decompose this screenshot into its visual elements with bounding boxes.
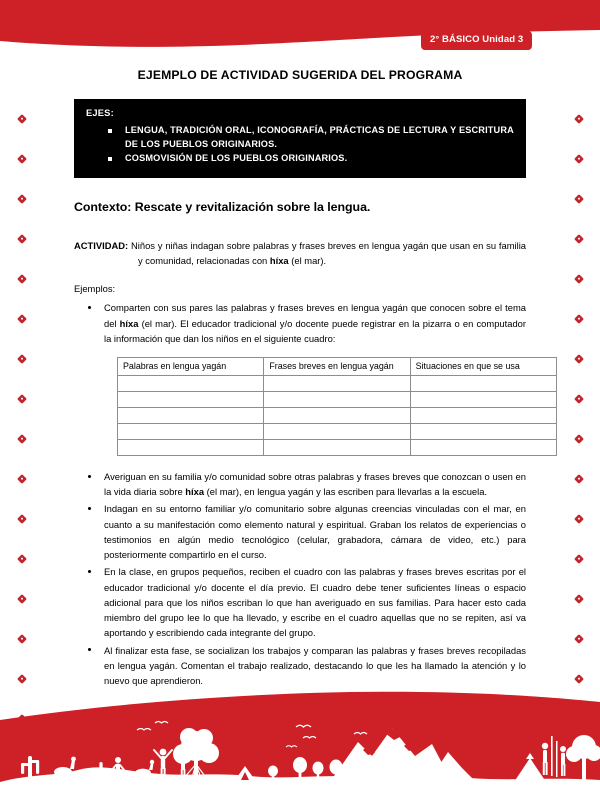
document-content (74, 68, 526, 690)
bullet-4-text: En la clase, en grupos pequeños, reciben el cuadro con las palabras y frases breves escritas por el educador tradicional y/o docente el día previo. El cuadro debe tener suficientes líneas o espacio adicional para que los niños escriban lo que han averiguado en sus familias. Para hacer esto cada miembro del grupo lee lo que ha llevado, y escribe en el cuadro aquellas que no se repiten, así va aportando y escribiendo cada integrante del grupo. (104, 566, 526, 639)
table-head (118, 358, 557, 376)
table-cell[interactable] (264, 408, 410, 424)
ejes-item (108, 152, 514, 166)
diamond-ornament-icon (574, 272, 583, 285)
diamond-ornament-icon (17, 512, 26, 525)
ejes-item-label: LENGUA, TRADICIÓN ORAL, ICONOGRAFÍA, PRÁCTICAS DE LECTURA Y ESCRITURA DE LOS PUEBLOS ORIGINARIOS. (125, 125, 514, 149)
table-cell[interactable] (118, 376, 264, 392)
diamond-ornament-icon (574, 472, 583, 485)
diamond-ornament-icon (17, 112, 26, 125)
table-header-cell: Frases breves en lengua yagán (264, 358, 410, 376)
table-cell[interactable] (118, 440, 264, 456)
bullet-dot-icon (88, 648, 91, 651)
diamond-ornament-icon (574, 632, 583, 645)
table-row (118, 424, 557, 440)
example-bullet-2 (74, 469, 526, 499)
diamond-ornament-icon (17, 272, 26, 285)
examples-bullet-list (74, 300, 526, 688)
activity-text-2: (el mar). (288, 255, 327, 267)
page-title: EJEMPLO DE ACTIVIDAD SUGERIDA DEL PROGRAMA (137, 68, 463, 82)
table-cell[interactable] (410, 376, 556, 392)
example-bullet-3 (74, 501, 526, 562)
table-cell[interactable] (118, 424, 264, 440)
diamond-ornament-icon (574, 672, 583, 685)
left-diamond-rail (13, 112, 31, 722)
bullet-3-text: Indagan en su entorno familiar y/o comunitario sobre algunas creencias vinculadas con el mar, en cuanto a su manifestación como elemento natural y espiritual. Graban los relatos de experiencias o testimonios en algún medio tecnológico (celular, grabadora, cámara de video, etc.) para posteriormente compartirlo en el curso. (104, 503, 526, 561)
bullet-dot-icon (88, 475, 91, 478)
table-cell[interactable] (264, 424, 410, 440)
example-bullet-1 (74, 300, 526, 456)
diamond-ornament-icon (574, 392, 583, 405)
table-header-cell: Palabras en lengua yagán (118, 358, 264, 376)
table-header-cell: Situaciones en que se usa (410, 358, 556, 376)
table-row (118, 376, 557, 392)
diamond-ornament-icon (574, 552, 583, 565)
table-body (118, 376, 557, 456)
diamond-ornament-icon (574, 112, 583, 125)
diamond-ornament-icon (17, 632, 26, 645)
square-bullet-icon (108, 157, 112, 161)
footer-landscape-banner (0, 690, 600, 800)
diamond-ornament-icon (574, 312, 583, 325)
diamond-ornament-icon (17, 552, 26, 565)
table-cell[interactable] (410, 440, 556, 456)
activity-label: ACTIVIDAD: (74, 239, 129, 251)
table-cell[interactable] (264, 440, 410, 456)
bullet-dot-icon (88, 306, 91, 309)
example-bullet-4 (74, 564, 526, 640)
bullet-2-part-2: (el mar), en lengua yagán y las escriben para llevarlas a la escuela. (204, 486, 488, 498)
diamond-ornament-icon (17, 672, 26, 685)
context-heading: Contexto: Rescate y revitalización sobre la lengua. (74, 199, 371, 214)
diamond-ornament-icon (17, 232, 26, 245)
diamond-ornament-icon (574, 432, 583, 445)
table-cell[interactable] (264, 376, 410, 392)
diamond-ornament-icon (17, 352, 26, 365)
table-row (118, 408, 557, 424)
activity-term: híxa (269, 255, 289, 267)
table-cell[interactable] (410, 392, 556, 408)
unit-badge: 2° BÁSICO Unidad 3 (421, 31, 532, 50)
diamond-ornament-icon (17, 392, 26, 405)
ejes-item (108, 124, 514, 151)
activity-text-1: Niños y niñas indagan sobre palabras y frases breves en lengua yagán que usan en su familia y comunidad, relacionadas con (128, 239, 526, 267)
bullet-1-part-1: Comparten con sus pares las palabras y frases breves en lengua yagán que conocen sobre el tema del (104, 302, 526, 329)
top-red-banner (0, 0, 600, 60)
ejes-label: EJES: (86, 108, 114, 118)
bullet-dot-icon (88, 570, 91, 573)
table-row (118, 392, 557, 408)
example-bullet-5 (74, 643, 526, 689)
diamond-ornament-icon (17, 152, 26, 165)
square-bullet-icon (108, 129, 112, 133)
activity-paragraph (74, 238, 526, 268)
bullet-1-part-2: (el mar). El educador tradicional y/o docente puede registrar en la pizarra o en computador la información que dan los niños en el siguiente cuadro: (104, 317, 526, 344)
diamond-ornament-icon (17, 312, 26, 325)
words-table (117, 357, 557, 456)
diamond-ornament-icon (574, 232, 583, 245)
ejes-item-label: COSMOVISIÓN DE LOS PUEBLOS ORIGINARIOS. (125, 153, 348, 164)
diamond-ornament-icon (574, 592, 583, 605)
ejes-list (86, 124, 514, 166)
bullet-dot-icon (88, 507, 91, 510)
right-diamond-rail (570, 112, 588, 722)
table-cell[interactable] (410, 408, 556, 424)
table-cell[interactable] (410, 424, 556, 440)
table-cell[interactable] (264, 392, 410, 408)
table-header-row (118, 358, 557, 376)
diamond-ornament-icon (17, 472, 26, 485)
bullet-5-text: Al finalizar esta fase, se socializan los trabajos y comparan las palabras y frases breves recopiladas en lengua yagán. Comentan el trabajo realizado, destacando lo que les ha llamado la atención y lo nuevo que aprendieron. (104, 644, 526, 687)
diamond-ornament-icon (574, 512, 583, 525)
bullet-1-term: híxa (119, 317, 139, 329)
table-cell[interactable] (118, 408, 264, 424)
ejes-box (74, 99, 526, 178)
examples-label: Ejemplos: (74, 283, 116, 295)
diamond-ornament-icon (574, 192, 583, 205)
diamond-ornament-icon (574, 352, 583, 365)
table-row (118, 440, 557, 456)
diamond-ornament-icon (17, 592, 26, 605)
diamond-ornament-icon (17, 432, 26, 445)
diamond-ornament-icon (574, 152, 583, 165)
table-cell[interactable] (118, 392, 264, 408)
bullet-2-part-1: Averiguan en su familia y/o comunidad sobre otras palabras y frases breves que conozcan o usen en la vida diaria sobre (104, 471, 526, 498)
bullet-2-term: híxa (185, 486, 205, 498)
diamond-ornament-icon (17, 192, 26, 205)
